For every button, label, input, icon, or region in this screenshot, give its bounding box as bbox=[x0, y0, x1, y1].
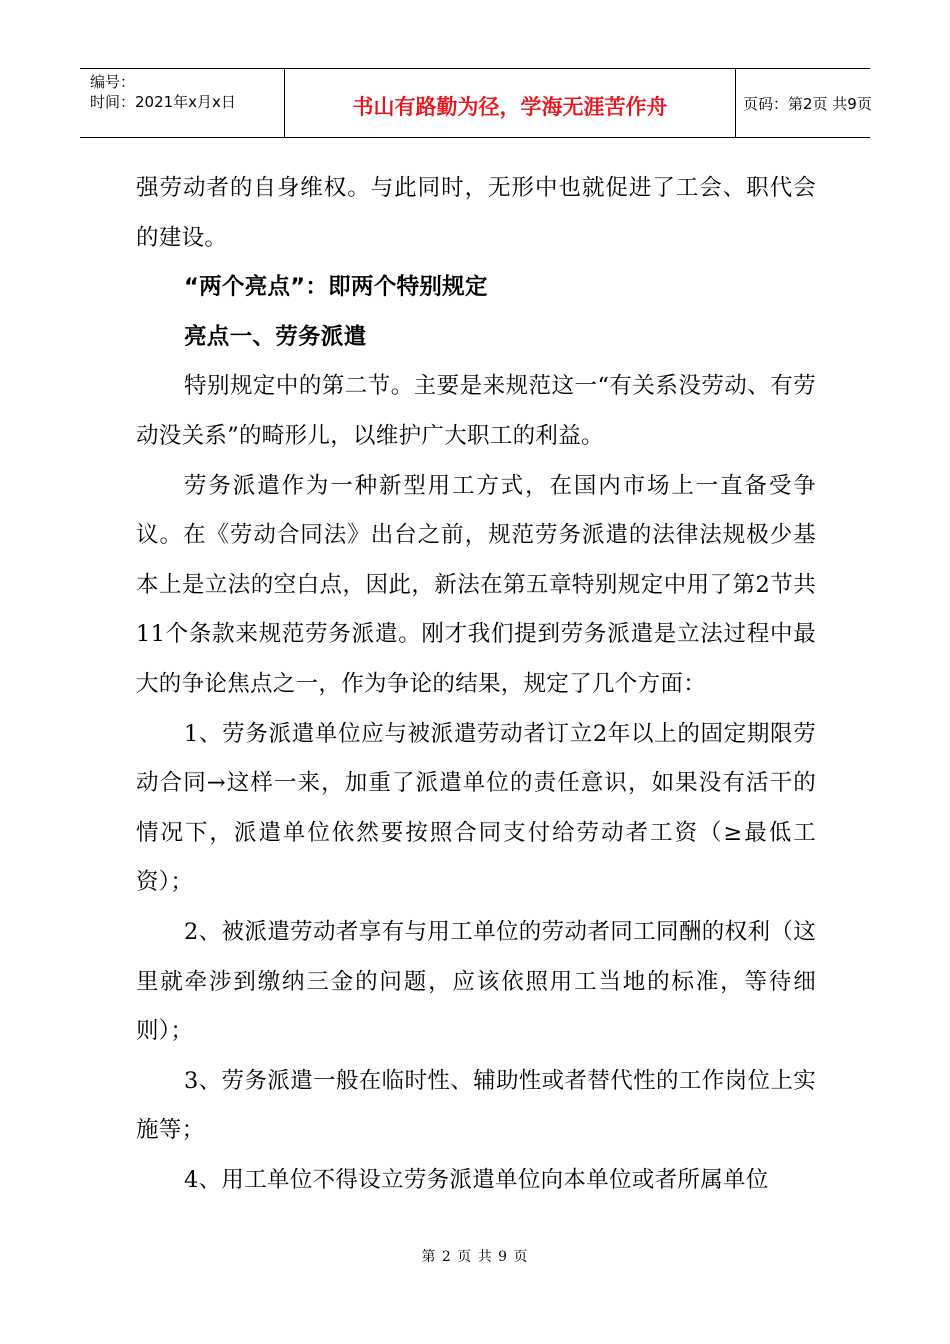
body-paragraph: 劳务派遣作为一种新型用工方式，在国内市场上一直备受争议。在《劳动合同法》出台之前，规范劳务派遣的法律法规极少基本上是立法的空白点，因此，新法在第五章特别规定中用了第2节共11个条款来规范劳务派遣。刚才我们提到劳务派遣是立法过程中最大的争论焦点之一，作为争论的结果，规定了几个方面： bbox=[136, 472, 816, 697]
body-paragraph: 特别规定中的第二节。主要是来规范这一“有关系没劳动、有劳动没关系”的畸形儿，以维护广大职工的利益。 bbox=[136, 373, 816, 449]
document-header bbox=[80, 68, 870, 138]
header-motto-cell bbox=[284, 69, 736, 137]
list-item: 1、劳务派遣单位应与被派遣劳动者订立2年以上的固定期限劳动合同→这样一来，加重了派遣单位的责任意识，如果没有活干的情况下，派遣单位依然要按照合同支付给劳动者工资（≥最低工资）； bbox=[136, 720, 816, 896]
body-paragraph: 强劳动者的自身维权。与此同时，无形中也就促进了工会、职代会的建设。 bbox=[136, 175, 816, 251]
header-page-info: 页码：第2页 共9页 bbox=[743, 95, 872, 113]
list-item: 3、劳务派遣一般在临时性、辅助性或者替代性的工作岗位上实施等； bbox=[136, 1067, 816, 1144]
list-item: 4、用工单位不得设立劳务派遣单位向本单位或者所属单位 bbox=[184, 1166, 769, 1193]
subsection-heading: 亮点一、劳务派遣 bbox=[184, 323, 367, 350]
list-item: 2、被派遣劳动者享有与用工单位的劳动者同工同酬的权利（这里就牵涉到缴纳三金的问题，应该依照用工当地的标准，等待细则）； bbox=[136, 918, 816, 1045]
section-heading: “两个亮点”：即两个特别规定 bbox=[184, 274, 488, 301]
header-meta-cell bbox=[80, 69, 284, 137]
document-date: 时间：2021年x月x日 bbox=[90, 93, 236, 111]
document-number-label: 编号： bbox=[90, 73, 136, 91]
header-page-cell bbox=[735, 69, 870, 137]
document-body bbox=[136, 164, 816, 1205]
header-motto: 书山有路勤为径，学海无涯苦作舟 bbox=[352, 95, 668, 119]
page-footer: 第 2 页 共 9 页 bbox=[421, 1249, 529, 1265]
